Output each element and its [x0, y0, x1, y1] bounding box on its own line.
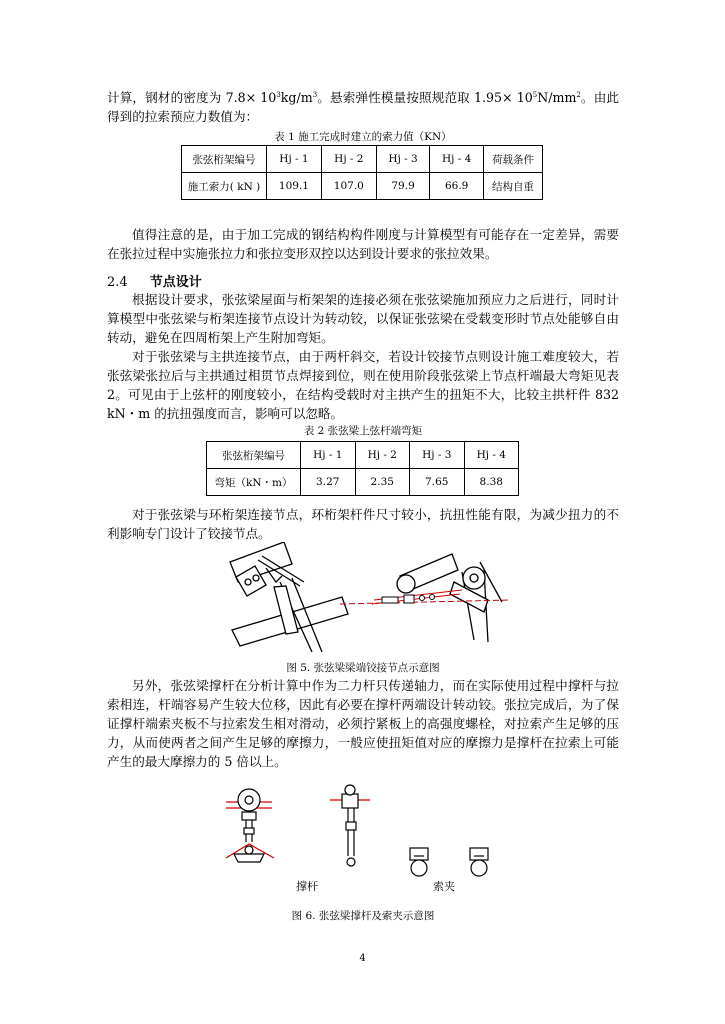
page-number: 4 [359, 953, 366, 964]
table1-header-cell: 荷载条件 [484, 146, 543, 173]
table1-header-cell: Hj - 3 [376, 146, 430, 173]
figure6-label-clamp: 索夹 [433, 880, 455, 893]
paragraph-1 [107, 88, 619, 126]
hinge-node-left [230, 542, 348, 652]
table2-header-cell: Hj - 1 [301, 442, 356, 469]
table1-cell: 结构自重 [484, 173, 543, 200]
section-heading [107, 271, 202, 290]
table2-cell: 弯矩（kN・m） [207, 469, 301, 496]
p1-text-b: kg/m [280, 90, 313, 105]
table1-header-cell: Hj - 1 [267, 146, 322, 173]
figure6-label-strut: 撑杆 [296, 880, 318, 893]
table2-header-cell: Hj - 3 [410, 442, 465, 469]
table1-header-row [182, 146, 543, 173]
paragraph-6: 另外，张弦梁撑杆在分析计算中作为二力杆只传递轴力，而在实际使用过程中撑杆与拉索相连，杆端容易产生较大位移，因此有必要在撑杆两端设计转动铰。张拉完成后，为了保证撑杆端索夹板不与拉索发生相对滑动，必须拧紧板上的高强度螺栓，对拉索产生足够的压力，从而使两者之间产生足够的摩擦力，一般应使扭矩值对应的摩擦力是撑杆在拉索上可能产生的最大摩擦力的 5 倍以上。 [107, 678, 619, 769]
p1-sup-3: 5 [532, 90, 538, 99]
table1-cell: 施工索力( kN ) [182, 173, 267, 200]
figure6-caption: 图 6. 张弦梁撑杆及索夹示意图 [291, 910, 435, 922]
p1-sup-2: 3 [312, 90, 318, 99]
table2-cell: 7.65 [410, 469, 465, 496]
strut-right [330, 785, 370, 866]
table1-header-cell: Hj - 4 [430, 146, 484, 173]
paragraph-4: 对于张弦梁与主拱连接节点，由于两杆斜交，若设计铰接节点则设计施工难度较大，若张弦梁张拉后与主拱通过相贯节点焊接到位，则在使用阶段张弦梁上节点杆端最大弯矩见表2。可见由于上弦杆的刚度较小，在结构受载时对主拱产生的扭矩不大，比较主拱杆件 832 kN・m 的抗扭强度而言，影响可以忽略。 [107, 349, 619, 421]
section-number: 2.4 [107, 275, 128, 290]
table1-cell: 109.1 [267, 173, 322, 200]
table2 [206, 441, 519, 496]
table2-data-row [207, 469, 519, 496]
table2-cell: 2.35 [355, 469, 410, 496]
strut-left [226, 789, 274, 862]
table1-cell: 66.9 [430, 173, 484, 200]
figure5-drawing [222, 542, 512, 652]
figure5-caption: 图 5. 张弦梁梁端铰接节点示意图 [286, 662, 440, 674]
p1-text-d: N/mm [537, 90, 577, 105]
p1-sup-1: 3 [276, 90, 281, 99]
table1-header-cell: Hj - 2 [321, 146, 376, 173]
table2-cell: 3.27 [301, 469, 356, 496]
p1-text-a: 计算，钢材的密度为 7.8× 10 [107, 90, 277, 105]
table1-header-cell: 张弦桁架编号 [182, 146, 267, 173]
section-title: 节点设计 [149, 275, 202, 290]
cable-clamp-pair [410, 848, 488, 876]
p1-text-c: 。悬索弹性模量按照规范取 1.95× 10 [317, 90, 533, 105]
table1-data-row [182, 173, 543, 200]
table1-cell: 79.9 [376, 173, 430, 200]
p1-text-e: 。由此得到的拉索预应力数值为： [107, 90, 620, 124]
paragraph-2: 值得注意的是，由于加工完成的钢结构构件刚度与计算模型有可能存在一定差异，需要在张拉过程中实施张拉力和张拉变形双控以达到设计要求的张拉效果。 [107, 227, 619, 261]
table1-caption: 表 1 施工完成时建立的索力值（KN） [274, 131, 452, 143]
table2-cell: 8.38 [464, 469, 519, 496]
table2-header-row [207, 442, 519, 469]
p1-sup-4: 2 [576, 90, 581, 99]
table1-cell: 107.0 [321, 173, 376, 200]
table2-caption: 表 2 张弦梁上弦杆端弯矩 [303, 425, 423, 437]
paragraph-3: 根据设计要求，张弦梁屋面与桁架架的连接必须在张弦梁施加预应力之后进行，同时计算模型中张弦梁与桁架连接节点设计为转动铰，以保证张弦梁在受载变形时节点处能够自由转动，避免在四周桁架上产生附加弯矩。 [107, 292, 619, 345]
table2-header-cell: Hj - 4 [464, 442, 519, 469]
table2-header-cell: 张弦桁架编号 [207, 442, 301, 469]
paragraph-5: 对于张弦梁与环桁架连接节点，环桁架杆件尺寸较小，抗扭性能有限，为减少扭力的不利影响专门设计了铰接节点。 [107, 507, 619, 541]
table2-header-cell: Hj - 2 [355, 442, 410, 469]
table1 [181, 145, 543, 200]
figure6-drawing [222, 778, 512, 878]
